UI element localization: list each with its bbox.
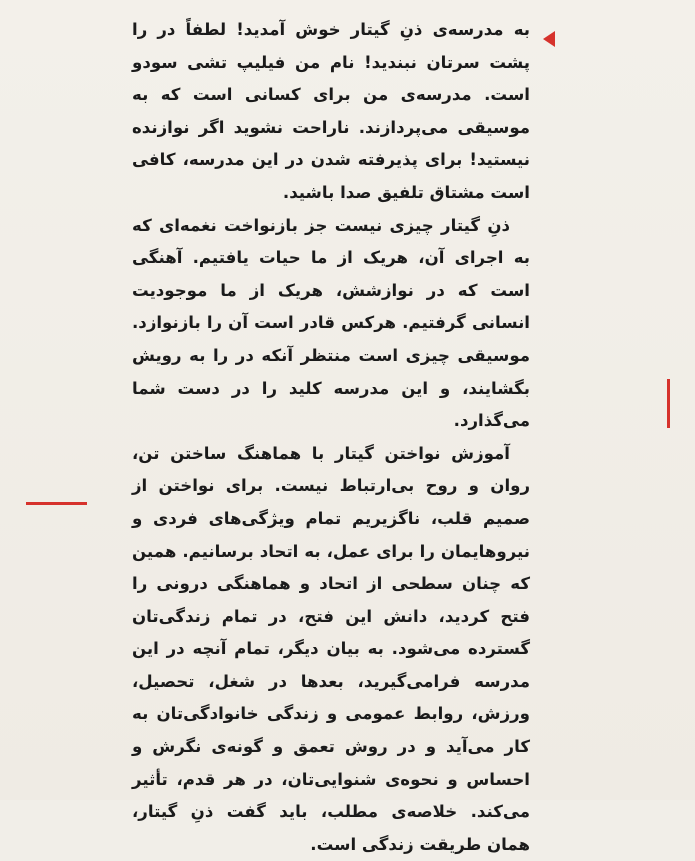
paragraph-2: ذنِ گیتار چیزی نیست جز بازنواخت نغمه‌ای که به اجرای آن، هریک از ما حیات یافتیم. آهنگی است که در نوازشش، هریک از ما موجودیت انسانی گرفتیم. هرکس قادر است آن را بازنوازد. موسیقی چیزی است منتظر آنکه در را به رویش بگشایند، و این مدرسه کلید را در دست شما می‌گذارد.: [132, 215, 530, 431]
red-horizontal-mark: [26, 502, 87, 505]
paragraph-3: آموزش نواختن گیتار با هماهنگ ساختن تن، روان و روح بی‌ارتباط نیست. برای نواختن از صمیم قلب، ناگزیریم تمام ویژگی‌های فردی و نیروهایمان را برای عمل، به اتحاد برسانیم. همین که چنان سطحی از اتحاد و هماهنگی درونی را فتح کردید، دانش این فتح، در تمام زندگی‌تان گسترده می‌شود. به بیان دیگر، تمام آنچه در این مدرسه فرامی‌گیرید، بعدها در شغل، تحصیل، ورزش، روابط عمومی و زندگی خانوادگی‌تان به کار می‌آید و در روش تعمق و گونه‌ی نگرش و احساس و نحوه‌ی شنوایی‌تان، در هر قدم، تأثیر می‌کند. خلاصه‌ی مطلب، باید گفت ذنِ گیتار، همان طریقت زندگی است.: [132, 443, 530, 854]
paragraph-1: به مدرسه‌ی ذنِ گیتار خوش آمدید! لطفاً در را پشت سرتان نبندید! نام من فیلیپ تشی سودو است. مدرسه‌ی من برای کسانی است که به موسیقی می‌پردازند. ناراحت نشوید اگر نوازنده نیستید! برای پذیرفته شدن در این مدرسه، کافی است مشتاق تلفیق صدا باشید.: [132, 20, 530, 202]
red-triangle-marker: [543, 31, 555, 47]
body-text: [132, 14, 530, 861]
red-vertical-mark: [667, 379, 670, 428]
